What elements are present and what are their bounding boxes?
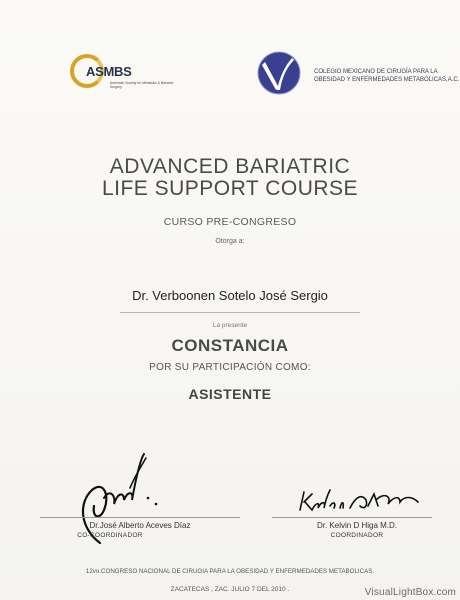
colegio-mexicano-name: COLEGIO MEXICANO DE CIRUGÍA PARA LA OBESIDAD Y ENFERMEDADES METABÓLICAS,A.C. (314, 69, 460, 83)
asmbs-logo-subtitle: American Society for Metabolic & Bariatric Surgery (110, 81, 174, 89)
colegio-mexicano-emblem-icon (256, 50, 302, 96)
left-signatory-role: CO-COORDINADOR (77, 532, 143, 539)
presente-label: La presente (212, 322, 248, 329)
recipient-name: Dr. Verboonen Sotelo José Sergio (132, 288, 328, 303)
otorga-label: Otorga a: (215, 238, 245, 245)
left-signature-line (40, 517, 240, 518)
course-title (0, 156, 460, 200)
participation-role: ASISTENTE (188, 386, 272, 402)
constancia-heading: CONSTANCIA (171, 336, 289, 355)
participation-label: POR SU PARTICIPACIÓN COMO: (149, 362, 311, 373)
right-signatory-role: COORDINADOR (330, 532, 384, 539)
asmbs-logo-text: ASMBS (86, 64, 132, 79)
right-signatory-name: Dr. Kelvin D Higa M.D. (316, 521, 398, 530)
congress-footer: 12vo.CONGRESO NACIONAL DE CIRUGIA PARA LA OBESIDAD Y ENFERMEDADES METABOLICAS. (85, 568, 375, 575)
course-title-line1: ADVANCED BARIATRIC (109, 155, 351, 178)
left-signatory-name: Dr.José Alberto Aceves Díaz (89, 521, 191, 530)
asmbs-logo (70, 52, 180, 94)
location-date-footer: ZACATECAS , ZAC. JULIO 7 DEL 2010 . (170, 586, 290, 593)
course-title-line2: LIFE SUPPORT COURSE (101, 177, 359, 200)
colegio-mexicano-logo (256, 50, 460, 96)
recipient-underline (120, 312, 360, 313)
watermark: VisualLightBox.com (364, 587, 456, 598)
course-subtitle: CURSO PRE-CONGRESO (163, 216, 297, 228)
right-signature-icon (296, 488, 426, 516)
right-signature-line (272, 517, 432, 518)
